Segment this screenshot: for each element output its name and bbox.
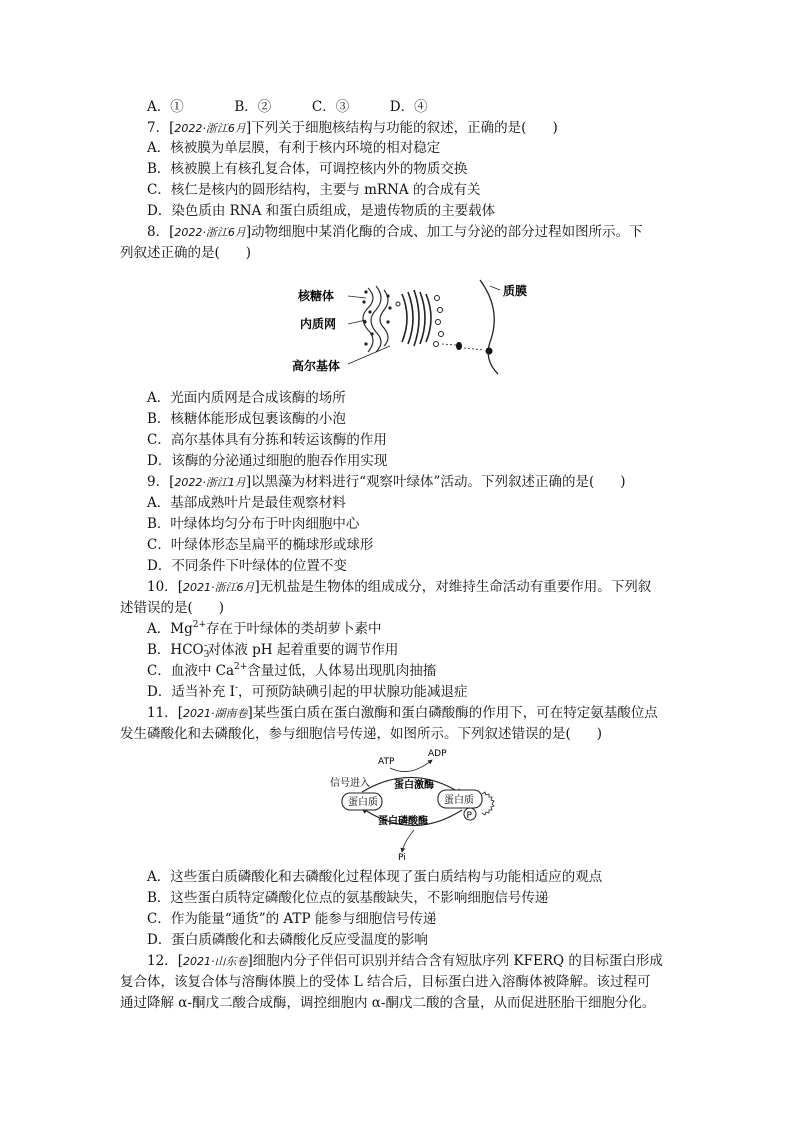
- q8-number: 8．: [147, 224, 170, 240]
- kinase-label: 蛋白激酶: [394, 780, 434, 791]
- q10-option-c-pre: C．血液中 Ca: [147, 663, 234, 679]
- q7-option-a: A．核被膜为单层膜，有利于核内环境的相对稳定: [147, 140, 441, 156]
- q10-option-d-pre: D．适当补充 I: [147, 684, 235, 700]
- q8-stem-text: 动物细胞中某消化酶的合成、加工与分泌的部分过程如图所示。下: [251, 224, 643, 240]
- q8-stem-cont: [120, 243, 251, 263]
- q10-option-b-post: 对体液 pH 起着重要的调节作用: [207, 642, 399, 658]
- q11-source: 2021·湖南卷: [182, 707, 248, 720]
- q9-stem-text: 以黑藻为材料进行“观察叶绿体”活动。下列叙述正确的是(: [251, 474, 595, 490]
- q11-stem-cont: [120, 724, 602, 744]
- q12-line-1: 细胞内分子伴侣可识别并结合含有短肽序列 KFERQ 的目标蛋白形成: [252, 953, 663, 969]
- q10-option-d-post: ，可预防缺碘引起的甲状腺功能减退症: [238, 684, 468, 700]
- q10-stem-text: 无机盐是生物体的组成成分，对维持生命活动有重要作用。下列叙: [259, 579, 652, 595]
- q8-stem: 8．[2022·浙江6月]动物细胞中某消化酶的合成、加工与分泌的部分过程如图所示。下: [147, 224, 643, 240]
- q11-phosphorylation-figure: [322, 744, 502, 862]
- q12-number: 12．: [147, 953, 178, 969]
- q8-option-c: C．高尔基体具有分拣和转运该酶的作用: [147, 432, 387, 448]
- q10-option-a: [147, 619, 382, 641]
- q10-option-c-post: 含量过低，人体易出现肌肉抽搐: [247, 663, 437, 679]
- activated-site-icon: [482, 792, 494, 815]
- q7-option-c: C．核仁是核内的圆形结构，主要与 mRNA 的合成有关: [147, 182, 481, 198]
- q9-option-b: B．叶绿体均匀分布于叶肉细胞中心: [147, 516, 360, 532]
- q9-option-a: A．基部成熟叶片是最佳观察材料: [147, 495, 346, 511]
- signal-in-label: 信号进入: [330, 778, 370, 789]
- q10-option-b-pre: B．HCO: [147, 642, 204, 658]
- q12-source: 2021·山东卷: [182, 955, 248, 968]
- q11-stem-text-2: 发生磷酸化和去磷酸化，参与细胞信号传递，如图所示。下列叙述错误的是(: [120, 726, 571, 742]
- protein-right-label: 蛋白质: [444, 795, 474, 806]
- q10-source: 2021·浙江6月: [182, 581, 255, 594]
- q6-option-a: A．①: [147, 99, 184, 115]
- q12-line-3: 通过降解 α-酮戊二酸合成酶，调控细胞内 α-酮戊二酸的含量，从而促进胚胎干细胞分化。: [120, 995, 656, 1011]
- q10-paren-close: ): [218, 600, 225, 616]
- q9-option-d: D．不同条件下叶绿体的位置不变: [147, 558, 347, 574]
- q11-number: 11．: [147, 705, 178, 721]
- q10-option-d-sup: -: [234, 683, 238, 693]
- q10-stem-text-2: 述错误的是(: [120, 600, 193, 616]
- q11-option-d: D．蛋白质磷酸化和去磷酸化反应受温度的影响: [147, 932, 428, 948]
- q11-option-b: B．这些蛋白质特定磷酸化位点的氨基酸缺失，不影响细胞信号传递: [147, 890, 549, 906]
- q10-option-c-sup: 2+: [234, 662, 248, 672]
- q8-option-b: B．核糖体能形成包裹该酶的小泡: [147, 411, 346, 427]
- q10-option-b: [147, 640, 398, 662]
- q10-stem: 10．[2021·浙江6月]无机盐是生物体的组成成分，对维持生命活动有重要作用。下列叙: [147, 579, 652, 595]
- q8-option-a: A．光面内质网是合成该酶的场所: [147, 390, 346, 406]
- q7-source: 2022·浙江6月: [174, 122, 246, 135]
- q10-option-b-sub: 3: [203, 650, 210, 660]
- q11-stem-text: 某些蛋白质在蛋白激酶和蛋白磷酸酶的作用下，可在特定氨基酸位点: [252, 705, 658, 721]
- q9-stem: 9．[2022·浙江1月]以黑藻为材料进行“观察叶绿体”活动。下列叙述正确的是( ): [147, 474, 626, 490]
- q8-source: 2022·浙江6月: [174, 226, 246, 239]
- q10-number: 10．: [147, 579, 178, 595]
- phosphate-label: P: [466, 811, 472, 821]
- pi-label: Pi: [398, 853, 406, 862]
- q11-option-a: A．这些蛋白质磷酸化和去磷酸化过程体现了蛋白质结构与功能相适应的观点: [147, 869, 603, 885]
- q7-option-b: B．核被膜上有核孔复合体，可调控核内外的物质交换: [147, 161, 468, 177]
- q10-option-a-pre: A．Mg: [147, 621, 193, 637]
- q8-paren-close: ): [245, 245, 252, 261]
- ribosome-dots-icon: [362, 290, 391, 345]
- golgi-apparatus-icon: [402, 290, 431, 346]
- q11-option-c: C．作为能量“通货”的 ATP 能参与细胞信号传递: [147, 911, 437, 927]
- q7-paren-close: ): [552, 120, 558, 136]
- q6-option-d: D．④: [389, 99, 428, 115]
- q10-stem-cont: [120, 598, 224, 618]
- q10-option-b-sup: -: [204, 641, 208, 651]
- protein-left-label: 蛋白质: [348, 797, 378, 808]
- er-stack-icon: [363, 286, 388, 352]
- plasma-membrane-icon: [480, 280, 498, 374]
- secretory-vesicle-icon: [456, 342, 462, 350]
- q12-stem: 12．[2021·山东卷]细胞内分子伴侣可识别并结合含有短肽序列 KFERQ 的目标蛋白形成: [147, 953, 663, 969]
- q7-stem: 7．[2022·浙江6月]下列关于细胞核结构与功能的叙述，正确的是( ): [147, 120, 558, 136]
- q9-source: 2022·浙江1月: [174, 476, 246, 489]
- q6-options-row: [147, 97, 428, 117]
- q7-stem-text: 下列关于细胞核结构与功能的叙述，正确的是(: [251, 120, 527, 136]
- q8-secretion-figure: [290, 276, 550, 376]
- q10-option-d: [147, 682, 468, 704]
- q9-number: 9．: [147, 474, 170, 490]
- atp-label: ATP: [378, 757, 395, 767]
- golgi-label: 高尔基体: [292, 359, 341, 373]
- q10-option-c: [147, 661, 436, 683]
- q9-option-c: C．叶绿体形态呈扁平的椭球形或球形: [147, 537, 374, 553]
- q11-paren-close: ): [596, 726, 603, 742]
- adp-label: ADP: [428, 749, 447, 759]
- ribosome-label: 核糖体: [298, 289, 335, 303]
- q9-paren-close: ): [620, 474, 626, 490]
- er-label: 内质网: [300, 317, 337, 331]
- phosphatase-label: 蛋白磷酸酶: [378, 816, 428, 827]
- q8-option-d: D．该酶的分泌通过细胞的胞吞作用实现: [147, 453, 388, 469]
- q6-option-b: B．②: [234, 99, 272, 115]
- membrane-label: 质膜: [503, 284, 528, 298]
- q12-line-2: 复合体，该复合体与溶酶体膜上的受体 L 结合后，目标蛋白进入溶酶体被降解。该过程可: [120, 974, 651, 990]
- q6-option-c: C．③: [311, 99, 350, 115]
- q7-number: 7．: [147, 120, 170, 136]
- q11-stem: 11．[2021·湖南卷]某些蛋白质在蛋白激酶和蛋白磷酸酶的作用下，可在特定氨基酸位点: [147, 705, 658, 721]
- q10-option-a-sup: 2+: [192, 620, 206, 630]
- q8-stem-text-2: 列叙述正确的是(: [120, 245, 220, 261]
- q7-option-d: D．染色质由 RNA 和蛋白质组成，是遗传物质的主要载体: [147, 203, 496, 219]
- q10-option-a-post: 存在于叶绿体的类胡萝卜素中: [206, 621, 382, 637]
